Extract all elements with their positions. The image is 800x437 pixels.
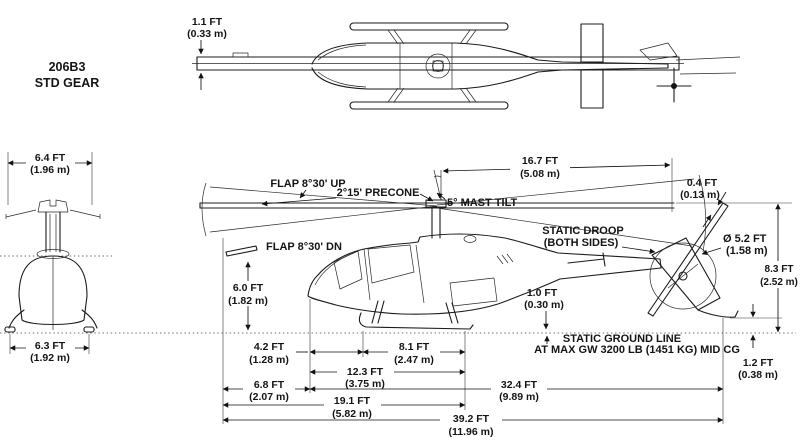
dim-belly-clearance-ft: 1.0 FT [526,287,558,299]
dim-skid-track-m: (1.92 m) [30,352,70,364]
flap-up-label: FLAP 8°30' UP [270,178,346,190]
dim-39-2-m: (11.96 m) [448,426,494,437]
dim-39-2-ft: 39.2 FT [452,413,490,425]
dim-blade-tip-height [225,262,271,330]
ground-line [0,256,796,333]
fuselage-panels [315,236,513,307]
dim-8-1-ft: 8.1 FT [398,341,430,353]
skid-gear [359,301,473,329]
dim-blade-chord-m: (0.33 m) [187,28,227,40]
dim-blade-chord [187,16,227,90]
dim-6-8 [223,379,310,403]
ground-line-label-2: AT MAX GW 3200 LB (1451 KG) MID CG [534,344,740,356]
dim-tail-skid-clearance-ft: 1.2 FT [742,357,774,369]
dim-tail-skid-clearance-m: (0.38 m) [738,369,778,381]
dim-12-3-ft: 12.3 FT [346,366,384,378]
extension-lines [223,238,723,424]
dim-skid-track [10,334,89,364]
dim-8-1 [363,341,465,366]
dim-39-2 [223,411,723,437]
dim-tail-height-m: (2.52 m) [760,277,798,288]
precone-label: 2°15' PRECONE [336,187,420,199]
dim-19-1-ft: 19.1 FT [333,395,371,407]
dim-blade-tip-height-ft: 6.0 FT [232,282,264,294]
dim-blade-chord-ft: 1.1 FT [191,16,223,28]
dim-front-width-ft: 6.4 FT [34,152,66,164]
dim-blade-tip-height-m: (1.82 m) [228,295,268,307]
flap-dn-label: FLAP 8°30' DN [266,241,342,253]
dim-4-2 [243,341,363,366]
top-view-aircraft [192,23,740,109]
ground-line-note [534,333,740,356]
gear-type: STD GEAR [34,76,100,90]
dim-12-3-m: (3.75 m) [345,378,385,390]
dim-tail-blade-chord-m: (0.13 m) [680,189,720,201]
dim-skid-track-ft: 6.3 FT [34,340,66,352]
dim-6-8-m: (2.07 m) [249,391,289,403]
dim-12-3 [310,365,465,390]
dim-front-width [8,151,92,205]
dim-hub-to-tail-m: (5.08 m) [520,168,560,180]
skid-cross-tubes [388,30,476,102]
dim-32-4-m: (9.89 m) [499,391,539,403]
dim-4-2-ft: 4.2 FT [253,341,285,353]
dim-tail-height-ft: 8.3 FT [764,264,794,275]
static-droop-label-2: (BOTH SIDES) [543,237,619,249]
dim-32-4-ft: 32.4 FT [500,379,538,391]
dim-belly-clearance [524,287,564,329]
static-droop-label-1: STATIC DROOP [542,225,624,237]
model-title [35,60,100,90]
dim-tail-skid-clearance [730,304,782,381]
dim-6-8-ft: 6.8 FT [253,379,285,391]
mast-tilt-label: 5° MAST TILT [447,197,518,209]
dim-4-2-m: (1.28 m) [249,354,289,366]
front-view-aircraft [5,200,100,332]
dim-hub-to-tail-ft: 16.7 FT [521,155,559,167]
dim-tail-blade-chord-ft: 0.4 FT [686,177,718,189]
ground-line-label-1: STATIC GROUND LINE [562,333,682,345]
dim-tail-height [676,203,800,332]
dim-front-width-m: (1.96 m) [30,164,70,176]
dim-tail-rotor-diameter-ft: Ø 5.2 FT [723,233,767,245]
model-number: 206B3 [48,60,86,74]
dim-belly-clearance-m: (0.30 m) [524,299,564,311]
dim-8-1-m: (2.47 m) [394,354,434,366]
dim-19-1-m: (5.82 m) [332,408,372,420]
dim-tail-rotor-diameter-m: (1.58 m) [726,245,768,257]
dim-tail-rotor-diameter [702,233,768,257]
